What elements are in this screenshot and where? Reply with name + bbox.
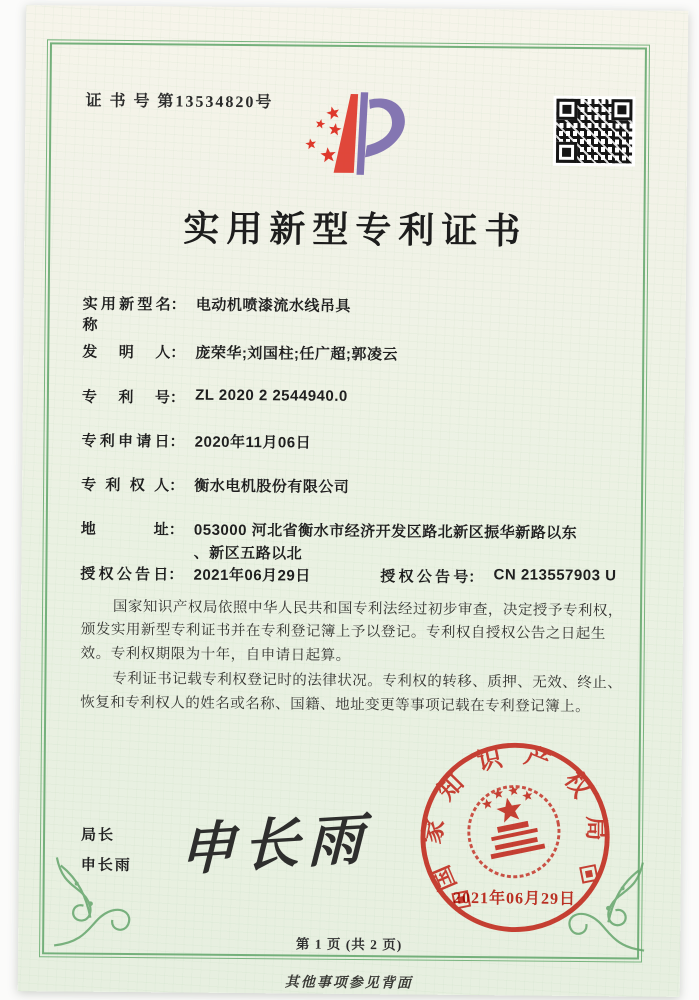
field-label: 地址: [80, 520, 169, 539]
page-number: 第 1 页 (共 2 页): [295, 936, 403, 953]
qr-finder-icon: [556, 99, 577, 120]
field-value: CN 213557903 U: [493, 566, 617, 585]
certificate-number: 证 书 号 第13534820号: [85, 92, 274, 112]
back-side-note: 其他事项参见背面: [284, 975, 413, 992]
field-value: 053000 河北省衡水市经济开发区路北新区振华新路以东 、新区五路以北: [193, 521, 578, 563]
seal-date: 2021年06月29日: [452, 889, 577, 908]
field-label: 专利申请日: [81, 432, 170, 451]
logo-p-bowl: [365, 98, 405, 157]
field-colon: ：: [169, 477, 185, 495]
field-colon: ：: [468, 569, 484, 587]
field-colon: ：: [168, 521, 184, 539]
field-value: 庞荣华;刘国柱;任广超;郭凌云: [195, 344, 399, 364]
certificate-title: 实用新型专利证书: [183, 208, 528, 252]
field-value: 2020年11月06日: [194, 433, 312, 452]
field-pair-grant-no: [380, 565, 616, 588]
field-label: 专利号: [81, 388, 170, 407]
qr-finder-icon: [611, 99, 632, 120]
field-label: 专利权人: [81, 476, 170, 495]
national-emblem-icon: [461, 778, 567, 885]
qr-pattern: [556, 99, 633, 164]
emblem-gate: [485, 819, 545, 860]
field-row-address: [80, 518, 640, 569]
logo-stars-icon: [304, 105, 342, 163]
field-colon: ：: [168, 566, 184, 584]
field-label: 授权公告日: [80, 565, 169, 584]
field-colon: ：: [169, 433, 185, 451]
logo-purple-bar: [357, 92, 369, 175]
field-colon: ：: [170, 296, 186, 314]
commissioner-name: 申长雨: [80, 856, 132, 875]
field-value: 电动机喷漆流水线吊具: [195, 296, 351, 315]
field-value: ZL 2020 2 2544940.0: [195, 386, 348, 405]
field-label: 实用新型名称: [82, 295, 171, 334]
commissioner-signature: 申长雨: [178, 805, 372, 884]
legal-paragraph-1: 国家知识产权局依照中华人民共和国专利法经过初步审查，决定授予专利权，颁发实用新型专利证书并在专利登记簿上予以登记。专利权自授权公告之日起生效。专利权期限为十年，自申请日起算。: [80, 598, 624, 664]
field-value: 2021年06月29日: [193, 566, 311, 585]
qr-finder-icon: [556, 142, 577, 163]
field-colon: ：: [170, 344, 186, 362]
commissioner-title: 局长: [80, 826, 116, 844]
field-value: 衡水电机股份有限公司: [194, 477, 350, 496]
field-label: 授权公告号: [380, 568, 469, 587]
field-colon: ：: [169, 389, 185, 407]
legal-paragraph-2: 专利证书记载专利权登记时的法律状况。专利权的转移、质押、无效、终止、恢复和专利权人的姓名或名称、国籍、地址变更等事项记载在专利登记簿上。: [80, 671, 623, 716]
certificate-paper: [18, 5, 689, 997]
qr-code: [553, 96, 636, 167]
legal-text: [80, 596, 633, 722]
cnipa-logo-icon: [287, 87, 453, 190]
seal-org-text: 国家知识产权局: [418, 741, 610, 895]
field-label: 发明人: [82, 343, 171, 362]
field-row-name: [82, 293, 642, 340]
